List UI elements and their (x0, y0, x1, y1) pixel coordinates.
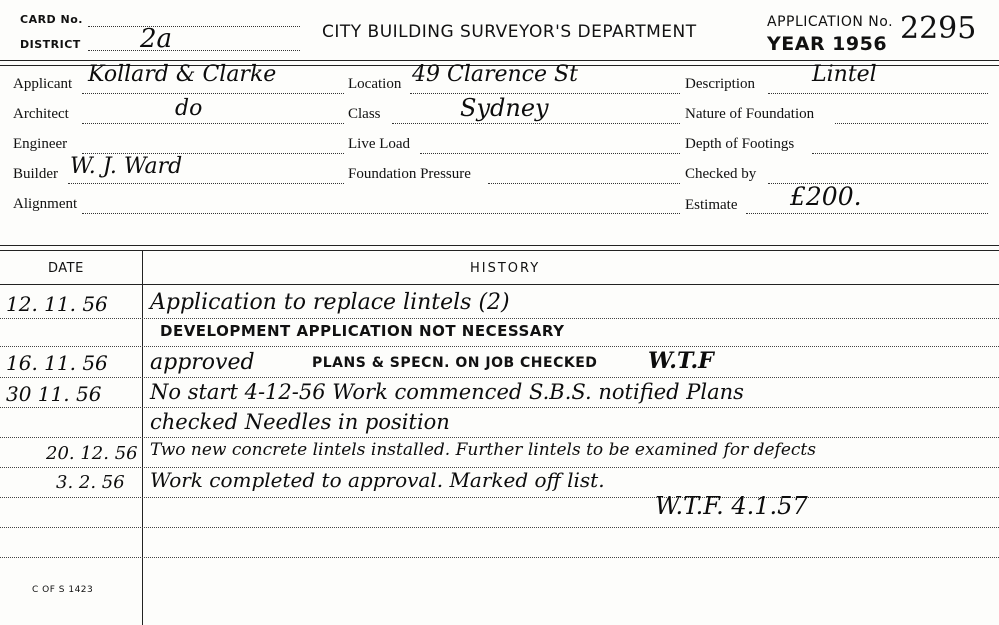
mid-rule-2 (0, 250, 999, 251)
location-label: Location (348, 76, 402, 92)
estimate-label: Estimate (685, 197, 738, 213)
depth-of-footings-label: Depth of Footings (685, 136, 795, 152)
header-rule (0, 284, 999, 285)
depth-of-footings-line (812, 153, 988, 154)
history-entry: Application to replace lintels (2) (150, 290, 510, 315)
history-entry: Two new concrete lintels installed. Further lintels to be examined for defects (150, 440, 816, 460)
foundation-pressure-line (488, 183, 680, 184)
description-line (768, 93, 988, 94)
estimate-line (746, 213, 988, 214)
description-value: Lintel (812, 62, 877, 87)
column-divider (142, 251, 143, 625)
date-header: DATE (48, 261, 84, 276)
form-code: C OF S 1423 (32, 585, 94, 595)
live-load-label: Live Load (348, 136, 411, 152)
class-line (392, 123, 680, 124)
application-no-value: 2295 (900, 11, 977, 46)
history-entry: approved (150, 350, 255, 375)
history-date: 16. 11. 56 (6, 351, 108, 375)
nature-of-foundation-label: Nature of Foundation (685, 106, 815, 122)
live-load-line (420, 153, 680, 154)
builder-value: W. J. Ward (70, 154, 183, 179)
history-initials: W.T.F (648, 348, 714, 374)
description-label: Description (685, 76, 755, 92)
mid-rule (0, 245, 999, 246)
architect-label: Architect (13, 106, 69, 122)
history-date: 3. 2. 56 (56, 472, 125, 493)
card-no-label: CARD No. (20, 13, 83, 26)
builder-label: Builder (13, 166, 58, 182)
application-no-label: APPLICATION No. (767, 14, 894, 30)
class-label: Class (348, 106, 381, 122)
top-rule (0, 60, 999, 61)
district-label: DISTRICT (20, 38, 81, 51)
ruled-line (0, 557, 999, 558)
estimate-value: £200. (790, 182, 862, 211)
class-value: Sydney (460, 94, 549, 122)
ruled-line (0, 346, 999, 347)
year-label: YEAR 1956 (767, 33, 888, 55)
history-date: 30 11. 56 (6, 382, 102, 406)
history-entry: No start 4-12-56 Work commenced S.B.S. notified Plans (150, 380, 744, 404)
history-entry: checked Needles in position (150, 410, 450, 434)
history-signature: W.T.F. 4.1.57 (655, 492, 808, 520)
nature-of-foundation-line (835, 123, 988, 124)
ruled-line (0, 377, 999, 378)
ruled-line (0, 437, 999, 438)
foundation-pressure-label: Foundation Pressure (348, 166, 471, 182)
alignment-label: Alignment (13, 196, 78, 212)
history-stamp: PLANS & SPECN. ON JOB CHECKED (312, 355, 598, 371)
ruled-line (0, 497, 999, 498)
location-value: 49 Clarence St (412, 62, 578, 87)
district-line (88, 50, 300, 51)
checked-by-label: Checked by (685, 166, 757, 182)
applicant-value: Kollard & Clarke (88, 62, 277, 87)
district-value: 2a (140, 24, 173, 54)
applicant-line (82, 93, 344, 94)
history-stamp: DEVELOPMENT APPLICATION NOT NECESSARY (160, 322, 565, 340)
ruled-line (0, 318, 999, 319)
applicant-label: Applicant (13, 76, 73, 92)
ruled-line (0, 527, 999, 528)
history-date: 20. 12. 56 (46, 443, 138, 464)
card-no-line (88, 26, 300, 27)
architect-value: do (175, 96, 203, 121)
ruled-line (0, 407, 999, 408)
history-entry: Work completed to approval. Marked off list. (150, 468, 605, 492)
history-date: 12. 11. 56 (6, 292, 108, 316)
alignment-line (82, 213, 680, 214)
department-title: CITY BUILDING SURVEYOR'S DEPARTMENT (322, 22, 697, 42)
builder-line (68, 183, 344, 184)
architect-line (82, 123, 344, 124)
engineer-label: Engineer (13, 136, 68, 152)
history-header: HISTORY (470, 261, 541, 276)
